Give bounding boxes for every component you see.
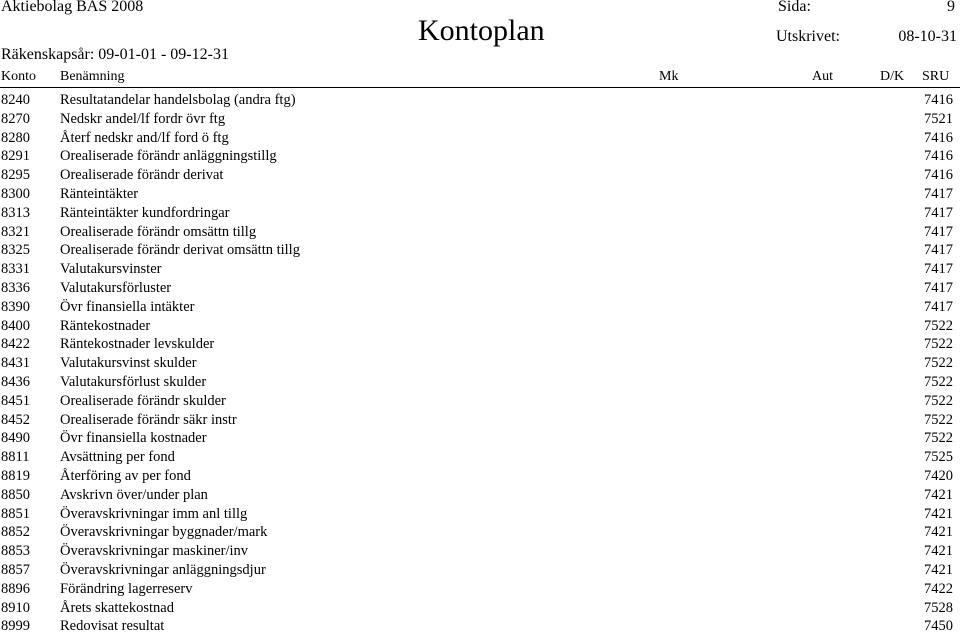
table-row	[0, 523, 960, 542]
column-header-mk: Mk	[659, 69, 679, 84]
table-row	[0, 204, 960, 223]
table-row	[0, 542, 960, 561]
account-name: Orealiserade förändr derivat	[60, 167, 224, 184]
account-number: 8436	[1, 373, 30, 390]
account-number: 8850	[1, 486, 30, 503]
account-number: 8240	[1, 92, 30, 108]
account-name: Orealiserade förändr skulder	[60, 392, 226, 409]
table-row	[0, 91, 960, 110]
account-name: Återföring av per fond	[60, 467, 191, 484]
column-header-sru: SRU	[922, 69, 950, 84]
account-name: Räntekostnader	[60, 317, 151, 334]
table-row	[0, 561, 960, 580]
table-row	[0, 129, 960, 148]
table-row	[0, 260, 960, 279]
table-row	[0, 429, 960, 448]
sru-code: 7522	[924, 355, 953, 372]
table-row	[0, 298, 960, 317]
page-title: Kontoplan	[418, 14, 545, 47]
account-number: 8390	[1, 298, 30, 315]
sru-code: 7522	[924, 430, 953, 447]
sru-code: 7525	[924, 449, 953, 466]
column-header-konto: Konto	[1, 69, 36, 84]
table-row	[0, 373, 960, 392]
table-row	[0, 599, 960, 618]
sru-code: 7528	[924, 599, 953, 616]
account-number: 8490	[1, 430, 30, 447]
sru-code: 7421	[924, 543, 953, 560]
account-number: 8295	[1, 167, 30, 184]
account-number: 8280	[1, 129, 30, 146]
sru-code: 7421	[924, 486, 953, 503]
header-divider	[0, 87, 960, 88]
table-row	[0, 147, 960, 166]
account-name: Redovisat resultat	[60, 618, 165, 635]
sru-code: 7421	[924, 524, 953, 541]
account-number: 8325	[1, 242, 30, 259]
sru-code: 7521	[924, 110, 953, 127]
sru-code: 7422	[924, 580, 953, 597]
account-name: Överavskrivningar byggnader/mark	[60, 524, 268, 541]
sru-code: 7522	[924, 317, 953, 334]
table-row	[0, 505, 960, 524]
account-name: Orealiserade förändr säkr instr	[60, 411, 237, 428]
column-header-aut: Aut	[812, 69, 833, 84]
table-row	[0, 486, 960, 505]
column-header-dk: D/K	[880, 69, 905, 84]
table-row	[0, 411, 960, 430]
sru-code: 7522	[924, 411, 953, 428]
page-label: Sida:	[778, 0, 811, 15]
table-row	[0, 185, 960, 204]
table-row	[0, 335, 960, 354]
account-number: 8313	[1, 204, 30, 221]
sru-code: 7522	[924, 336, 953, 353]
account-name: Orealiserade förändr anläggningstillg	[60, 148, 277, 165]
account-number: 8291	[1, 148, 30, 165]
account-name: Räntekostnader levskulder	[60, 336, 215, 353]
account-name: Övr finansiella kostnader	[60, 430, 207, 447]
table-row	[0, 448, 960, 467]
account-name: Avskrivn över/under plan	[60, 486, 208, 503]
fiscal-year: Räkenskapsår: 09-01-01 - 09-12-31	[1, 46, 229, 63]
account-name: Orealiserade förändr derivat omsättn tillg	[60, 242, 300, 259]
sru-code: 7417	[924, 261, 953, 278]
table-row	[0, 110, 960, 129]
account-name: Ränteintäkter	[60, 185, 139, 202]
column-header-benamning: Benämning	[60, 69, 125, 84]
account-name: Övr finansiella intäkter	[60, 298, 195, 315]
account-number: 8811	[1, 449, 30, 466]
sru-code: 7450	[924, 618, 953, 635]
account-name: Överavskrivningar imm anl tillg	[60, 505, 248, 522]
table-row	[0, 166, 960, 185]
account-number: 8851	[1, 505, 30, 522]
page-number: 9	[947, 0, 955, 15]
printed-label: Utskrivet:	[776, 28, 840, 45]
account-number: 8400	[1, 317, 30, 334]
sru-code: 7417	[924, 242, 953, 259]
table-row	[0, 241, 960, 260]
sru-code: 7417	[924, 279, 953, 296]
account-number: 8819	[1, 467, 30, 484]
account-number: 8896	[1, 580, 30, 597]
table-row	[0, 317, 960, 336]
account-number: 8422	[1, 336, 30, 353]
sru-code: 7522	[924, 392, 953, 409]
account-number: 8451	[1, 392, 30, 409]
account-list	[0, 91, 960, 636]
account-name: Överavskrivningar anläggningsdjur	[60, 561, 266, 578]
account-number: 8853	[1, 543, 30, 560]
account-number: 8300	[1, 185, 30, 202]
account-name: Överavskrivningar maskiner/inv	[60, 543, 249, 560]
sru-code: 7416	[924, 167, 953, 184]
account-number: 8270	[1, 110, 30, 127]
table-row	[0, 580, 960, 599]
sru-code: 7420	[924, 467, 953, 484]
table-row	[0, 617, 960, 636]
sru-code: 7421	[924, 505, 953, 522]
table-row	[0, 354, 960, 373]
account-name: Avsättning per fond	[60, 449, 175, 466]
sru-code: 7421	[924, 561, 953, 578]
sru-code: 7417	[924, 185, 953, 202]
account-number: 8321	[1, 223, 30, 240]
account-name: Resultatandelar handelsbolag (andra ftg)	[60, 92, 296, 108]
printed-date: 08-10-31	[898, 28, 957, 45]
sru-code: 7416	[924, 148, 953, 165]
account-name: Nedskr andel/lf fordr övr ftg	[60, 110, 226, 127]
account-number: 8336	[1, 279, 30, 296]
account-number: 8999	[1, 618, 30, 635]
account-number: 8331	[1, 261, 30, 278]
account-name: Ränteintäkter kundfordringar	[60, 204, 230, 221]
sru-code: 7522	[924, 373, 953, 390]
table-row	[0, 467, 960, 486]
sru-code: 7417	[924, 298, 953, 315]
sru-code: 7417	[924, 204, 953, 221]
account-name: Valutakursförluster	[60, 279, 172, 296]
account-number: 8910	[1, 599, 30, 616]
account-number: 8852	[1, 524, 30, 541]
table-row	[0, 392, 960, 411]
company-name: Aktiebolag BAS 2008	[1, 0, 144, 15]
account-number: 8431	[1, 355, 30, 372]
sru-code: 7417	[924, 223, 953, 240]
account-name: Valutakursvinster	[60, 261, 162, 278]
account-name: Valutakursförlust skulder	[60, 373, 207, 390]
sru-code: 7416	[924, 129, 953, 146]
account-name: Återf nedskr and/lf ford ö ftg	[60, 129, 229, 146]
account-name: Förändring lagerreserv	[60, 580, 193, 597]
account-name: Årets skattekostnad	[60, 599, 174, 616]
account-number: 8857	[1, 561, 30, 578]
account-name: Orealiserade förändr omsättn tillg	[60, 223, 257, 240]
account-name: Valutakursvinst skulder	[60, 355, 197, 372]
account-number: 8452	[1, 411, 30, 428]
sru-code: 7416	[924, 92, 953, 108]
table-row	[0, 223, 960, 242]
table-row	[0, 279, 960, 298]
